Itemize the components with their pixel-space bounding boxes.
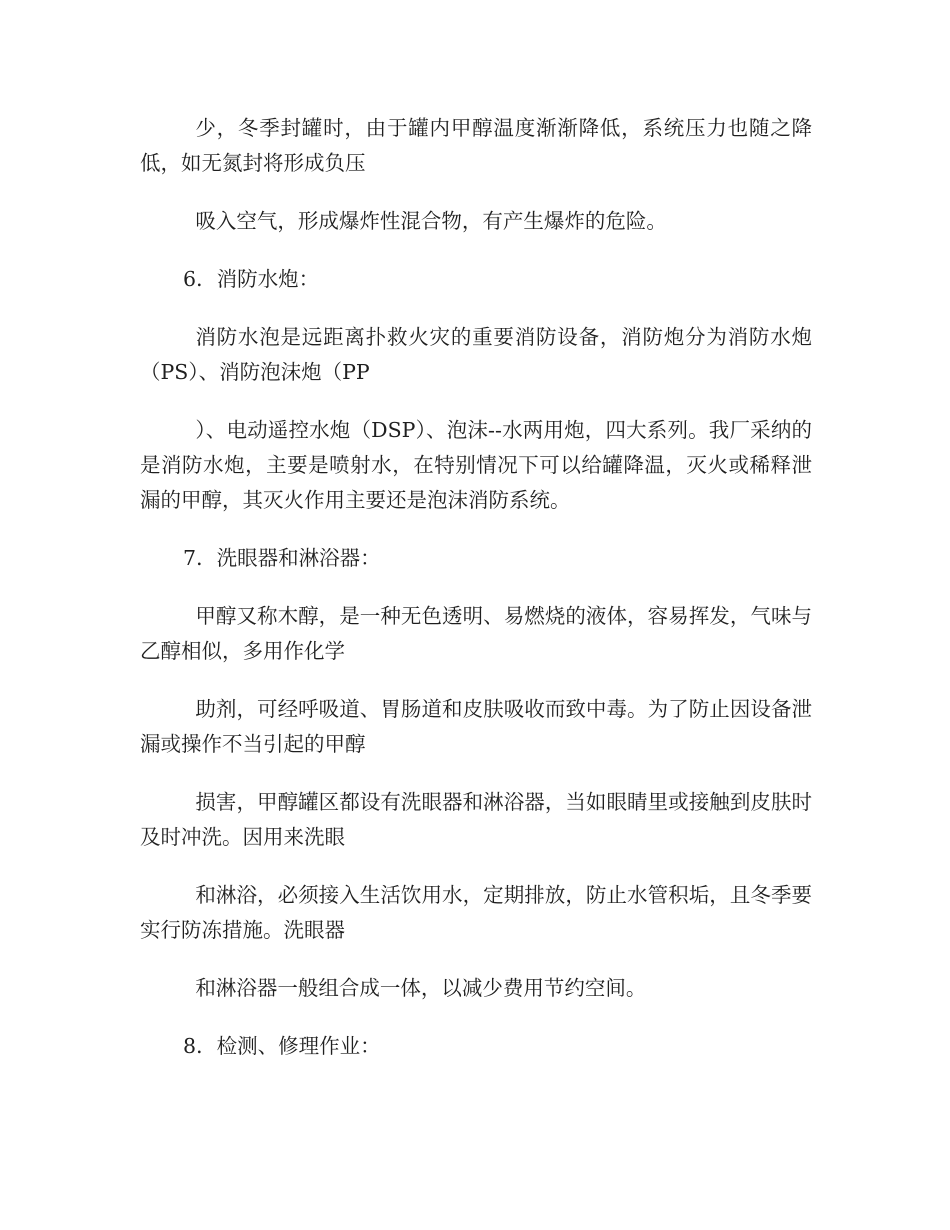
paragraph-fire-monitor-types: 消防水泡是远距离扑救火灾的重要消防设备，消防炮分为消防水炮（PS）、消防泡沫炮（PP — [140, 325, 812, 384]
section-heading-inspection-repair: 8．检测、修理作业： — [183, 1034, 381, 1058]
section-heading-fire-monitor: 6．消防水炮： — [183, 267, 320, 291]
paragraph-eyewash-purpose: 损害，甲醇罐区都设有洗眼器和淋浴器，当如眼睛里或接触到皮肤时及时冲洗。因用来洗眼 — [140, 790, 812, 849]
paragraph-eyewash-combined-unit: 和淋浴器一般组合成一体，以减少费用节约空间。 — [195, 976, 647, 1000]
document-body — [140, 111, 812, 1087]
paragraph-explosion-risk: 吸入空气，形成爆炸性混合物，有产生爆炸的危险。 — [195, 209, 667, 233]
paragraph-fire-monitor-usage: ）、电动遥控水炮（DSP）、泡沫--水两用炮，四大系列。我厂采纳的是消防水炮，主要是喷射水，在特别情况下可以给罐降温，灭火或稀释泄漏的甲醇，其灭火作用主要还是泡沫消防系统。 — [140, 418, 812, 512]
paragraph-eyewash-water-supply: 和淋浴，必须接入生活饮用水，定期排放，防止水管积垢，且冬季要实行防冻措施。洗眼器 — [140, 883, 812, 942]
paragraph-methanol-properties: 甲醇又称木醇，是一种无色透明、易燃烧的液体，容易挥发，气味与乙醇相似，多用作化学 — [140, 604, 812, 663]
paragraph-nitrogen-seal-continued: 少，冬季封罐时，由于罐内甲醇温度渐渐降低，系统压力也随之降低，如无氮封将形成负压 — [140, 116, 812, 175]
paragraph-methanol-toxicity: 助剂，可经呼吸道、胃肠道和皮肤吸收而致中毒。为了防止因设备泄漏或操作不当引起的甲醇 — [140, 697, 812, 756]
section-heading-eyewash-shower: 7．洗眼器和淋浴器： — [183, 546, 381, 570]
